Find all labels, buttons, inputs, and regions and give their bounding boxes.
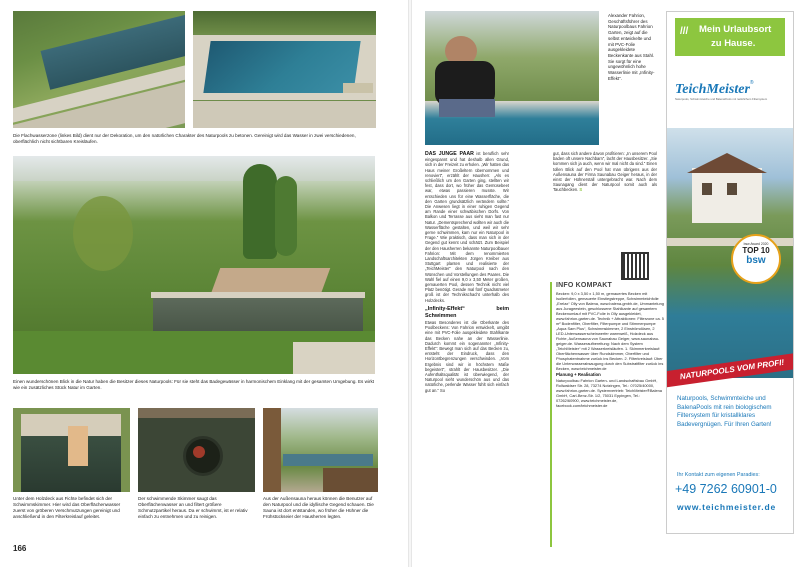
info-text: Becken: 9,0 x 3,50 x 1,50 m, gemauertes Becken mit Isolierfolien, gemauerte Einstiegstreppe, Schwimmteichfolie „Erelax“ Olly von Balena, www.balena-gmbh.de, Ummantelung aus Jurageestein, geschlossene Stahlkante auf gesamtem Beckenumlauf mit PVC-Folie in Olly ausgekleidet, www.fahrion-garten.de. Technik + Attraktionen: Filterzone ca. 5 m² Bodenfilter, Oberfilter, Filterpumpe und Stimmerpumpe „Aqua Sam Plus“, Schwimmskimmer, 2 Einströmdüsen, 2 LED-Unterwasserscheinwerfer warmweiß, Holzdeck aus Fichte, Außensauna von Saunabau Geiger, www.saunabau-geiger.de. Wasseraufbereitung: Nach dem System „TeichMeister“ mit 2 Wasserkreisläufen. 1. Skimmerkreislauf: Oberflächenwasser über Rundskimmer, Oberfilter und Phosphatentnahme zurück ins Becken. 2. Filterkreislauf: Über die Unterwasserabsaugung durch den Substratfilter zurück ins Becken, www.teichmeister.de: [556, 291, 664, 371]
caption-middle-left: Einen wunderschönen Blick in die Natur haben die Besitzer dieses Naturpools: Für sie steht das Badegewässer in harmonischem Einklang mit der gesamten Umgebung. Es wirkt wie ein zusätzliches Stück Natur im Garten.: [13, 379, 375, 390]
ad-brand-sub: Naturpools, Schwimmteiche und BalenaPools mit natürlichem Filtersystem: [675, 97, 768, 101]
spine: [408, 0, 412, 567]
info-box: [550, 282, 664, 547]
article-intro-text: ist beruflich sehr eingespannt und hat deshalb allen Grund, sich in der Freizeit zu erholen. „Wir hatten das Haus meiner Großeltern übernommen und renoviert“, erzählt der Hausherr. „Als es schließlich um den Garten ging, stellten wir fest, dass dort, wo früher das Gemüsebeet war, etwas passieren musste. Wir entschieden uns für eine Wasserfläche, die den Garten grundsätzlich verändern sollte.“ Die Anwesen liegt in einer ruhigen Gegend am Rande einer schwäbischen Dorfs. Von Balkon und Terrasse aus sieht man fast nur Natur. „Dementsprechend wollten wir auch die Wasserfläche gestalten, und weil wir sehr gerne schwimmen, kam nur ein Naturpool in Frage.“ Wie praktisch, dass man sich in der Gegend gut kennt und schätzt. Zum Beispiel der den Hausherren bekannte Naturpoolbauer Fahrion: Mit dem renommierten Landschaftsarchitekten Jürgen Kreiber aus Stuttgart planten und realisierte der „TeichMeister“ den Naturpool nach den Wünschen und Vorstellungen des Paares. Die Wahl fiel auf einen 9,0 x 3,50 Meter großen, gemauerten Pool, dessen Technik nicht viel Platz benötigt. Gerade mal fünf Quadratmeter groß ist der Technikschacht unterhalb des Holzdecks.: [425, 151, 509, 303]
caption-floating-skimmer: Der schwimmende Skimmer saugt das Oberflächenwasser an und filtert größere Schmutzpartikel heraus. Da er schwimmt, ist er relativ einfach zu entnehmen und zu reinigen.: [138, 496, 248, 519]
ad-slogan-mark: ///: [680, 26, 689, 37]
info-plan-text: Naturpoolbau Fahrion Garten- und Landschaftsbau GmbH, Rollwaldser Str. 28, 73274 Notzingen, Tel.: 07025/40000, www.fahrion-garten.de. Systemvertrieb: TeichMeister®Balena GmbH, Carl-Benz-Str. 1/2, 75031 Eppingen, Tel.: 07262/60900, www.teichmeister.de, facebook.com/teichmeister.de: [556, 377, 662, 408]
photo-skimmer-deck: [13, 408, 130, 492]
photo-shallow-water-zone: [13, 11, 185, 128]
article-column-2: [553, 151, 657, 193]
caption-top-left: Die Flachwasserzone (linkes Bild) dient nur der Dekoration, um den natürlichen Charakter des Naturpools zu betonen. Gereinigt wird das Wasser in zwei verschiedenen, oberflächlich nicht sichtbaren Kreisläufen.: [13, 133, 356, 144]
ad-contact-label: Ihr Kontakt zum eigenen Paradies:: [677, 472, 760, 478]
award-badge: [731, 234, 781, 284]
caption-skimmer-deck: Unter dem Holzdeck aus Fichte befindet sich der Schwimmskimmer. Hier wird das Oberflächenwasser zuerst von gröberen Verschmutzungen gereinigt und anschließend in den Filterkreislauf geleitet.: [13, 496, 121, 519]
photo-floating-skimmer: [138, 408, 255, 492]
article-lead: DAS JUNGE PAAR: [425, 151, 474, 157]
ad-slogan-line2: zu Hause.: [711, 38, 756, 49]
award-small: bsw Award 2020: [743, 242, 769, 246]
ad-body-text: Naturpools, Schwimmteiche und BalenaPools mit rein biologischem Filtersystem für kristallklares Badevergnügen. Für Ihren Garten!: [677, 395, 772, 428]
ad-slogan-line1: Mein Urlaubsort: [699, 24, 772, 35]
photo-garden-pool: [13, 156, 375, 374]
ad-brand-name: TeichMeister: [675, 82, 750, 97]
photo-outdoor-sauna: [263, 408, 378, 492]
article-continuation-text: gut, dass sich andere davon profitieren: „In unserem Pool baden oft unsere Nachbarn“, lacht der Hausbesitzer. „Sie kommen sich ja auch, wenn wir mal nicht da sind.“ Einen tollen Blick auf den Pool hat man übrigens aus der Außensauna der Firma Saunabau Geiger heraus, in der einst der Hühnerstall untergebracht war. Nach dem Saunagang dient der Naturpool somit auch als Tauchbecken.: [553, 151, 657, 193]
ad-slogan-box: [675, 18, 785, 56]
article-body-text: Etwas Besonderes ist die Oberkante des Poolbeckens: Von Fahrion entwickelt, umgibt eine mit PVC-Folie ausgekleidete Stahlkante das Becken nahe an der Wasserlinie. Dadurch kommt ein sogenannter „Infinity-Effekt“: Bewegt man sich auf das Becken zu, entsteht der Eindruck, dass den Horizontbegrenzungen verschwinden. „Vom Ergebnis sind wir in höchstem Maße begeistert“, strahlt der Hausbesitzer. „Die Aufenthaltsqualität ist überwiegend, der Naturpool sieht wunderschön aus und das natürliche, perlende Wasser fühlt sich einfach gut an.“ So: [425, 319, 509, 393]
ad-banner-text: NATURPOOLS VOM PROFI!: [679, 357, 785, 382]
info-title: INFO KOMPAKT: [556, 282, 612, 289]
ad-url[interactable]: www.teichmeister.de: [677, 502, 776, 512]
page-number: 166: [13, 544, 27, 553]
qr-code: [621, 252, 649, 280]
photo-pool-lounger: [193, 11, 376, 128]
award-logo: bsw: [746, 255, 766, 266]
ad-brand-reg: ®: [749, 80, 754, 86]
article-column-1: [425, 151, 509, 393]
ad-brand-logo: [675, 80, 785, 108]
ad-phone: +49 7262 60901-0: [675, 482, 777, 496]
article-end-mark: S: [579, 187, 583, 193]
article-subheading: „Infinity-Effekt“ beim Schwimmen: [425, 305, 509, 319]
info-plan-heading: Planung + Realisation: [556, 372, 601, 377]
caption-portrait: Alexander Fahrion, Geschäftsführer des Naturpoolbaus Fahrion Garten, zeigt auf die selbst entwickelte und mit PVC-Folie ausgekleidete Beckenkante aus Stahl. Sie sorgt für eine ungewöhnlich hohe Wasserlinie mit „Infinity-Effekt“.: [608, 13, 655, 81]
award-big: TOP 10: [742, 246, 770, 255]
caption-outdoor-sauna: Aus der Außensauna heraus können die Benutzer auf den Naturpool und die idyllische Gegend schauen. Die Sauna ist dort entstanden, wo früher die Hühner die Frühstückseier der Hausherren legten.: [263, 496, 374, 519]
photo-alexander-fahrion: [425, 11, 599, 145]
teichmeister-ad: [666, 11, 794, 534]
